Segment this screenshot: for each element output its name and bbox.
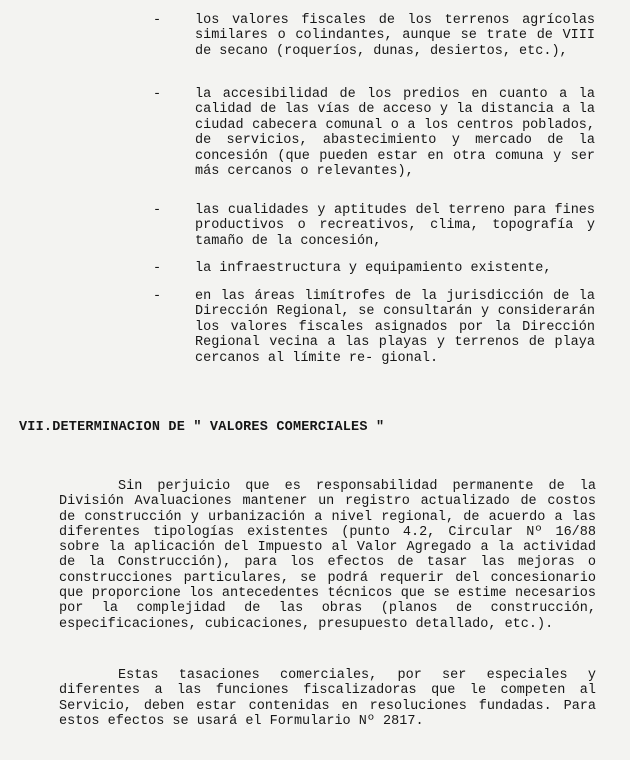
bullet-dash: - <box>153 289 162 304</box>
bullet-text: los valores fiscales de los terrenos agrícolas similares o colindantes, aunque se trate de VIII de secano (roqueríos, dunas, desiertos, etc.), <box>195 13 595 59</box>
bullet-dash: - <box>153 203 162 218</box>
bullet-text: la accesibilidad de los predios en cuanto a la calidad de las vías de acceso y la distancia a la ciudad cabecera comunal o a los centros poblados, de servicios, abastecimiento y mercado de la concesión (que pueden estar en otra comuna y ser más cercanos o relevantes), <box>195 87 595 180</box>
bullet-dash: - <box>153 87 162 102</box>
section-heading: VII.DETERMINACION DE " VALORES COMERCIALES " <box>19 420 385 435</box>
bullet-dash: - <box>153 261 162 276</box>
bullet-text: las cualidades y aptitudes del terreno para fines productivos o recreativos, clima, topografía y tamaño de la concesión, <box>195 203 595 249</box>
bullet-dash: - <box>153 13 162 28</box>
paragraph: Sin perjuicio que es responsabilidad permanente de la División Avaluaciones mantener un registro actualizado de costos de construcción y urbanización a nivel regional, de acuerdo a las diferentes tipologías existentes (punto 4.2, Circular Nº 16/88 sobre la aplicación del Impuesto al Valor Agregado a la actividad de la Construcción), para los efectos de tasar las mejoras o construcciones particulares, se podrá requerir del concesionario que proporcione los antecedentes técnicos que se estime necesarios por la complejidad de las obras (planos de construcción, especificaciones, cubicaciones, presupuesto detallado, etc.). <box>59 479 596 632</box>
paragraph: Estas tasaciones comerciales, por ser especiales y diferentes a las funciones fiscalizadoras que le competen al Servicio, deben estar contenidas en resoluciones fundadas. Para estos efectos se usará el Formulario Nº 2817. <box>59 668 596 729</box>
bullet-text: la infraestructura y equipamiento existente, <box>195 261 552 276</box>
bullet-text: en las áreas limítrofes de la jurisdicción de la Dirección Regional, se consultarán y considerarán los valores fiscales asignados por la Dirección Regional vecina a las playas y terrenos de playa cercanos al límite re- gional. <box>195 289 595 366</box>
